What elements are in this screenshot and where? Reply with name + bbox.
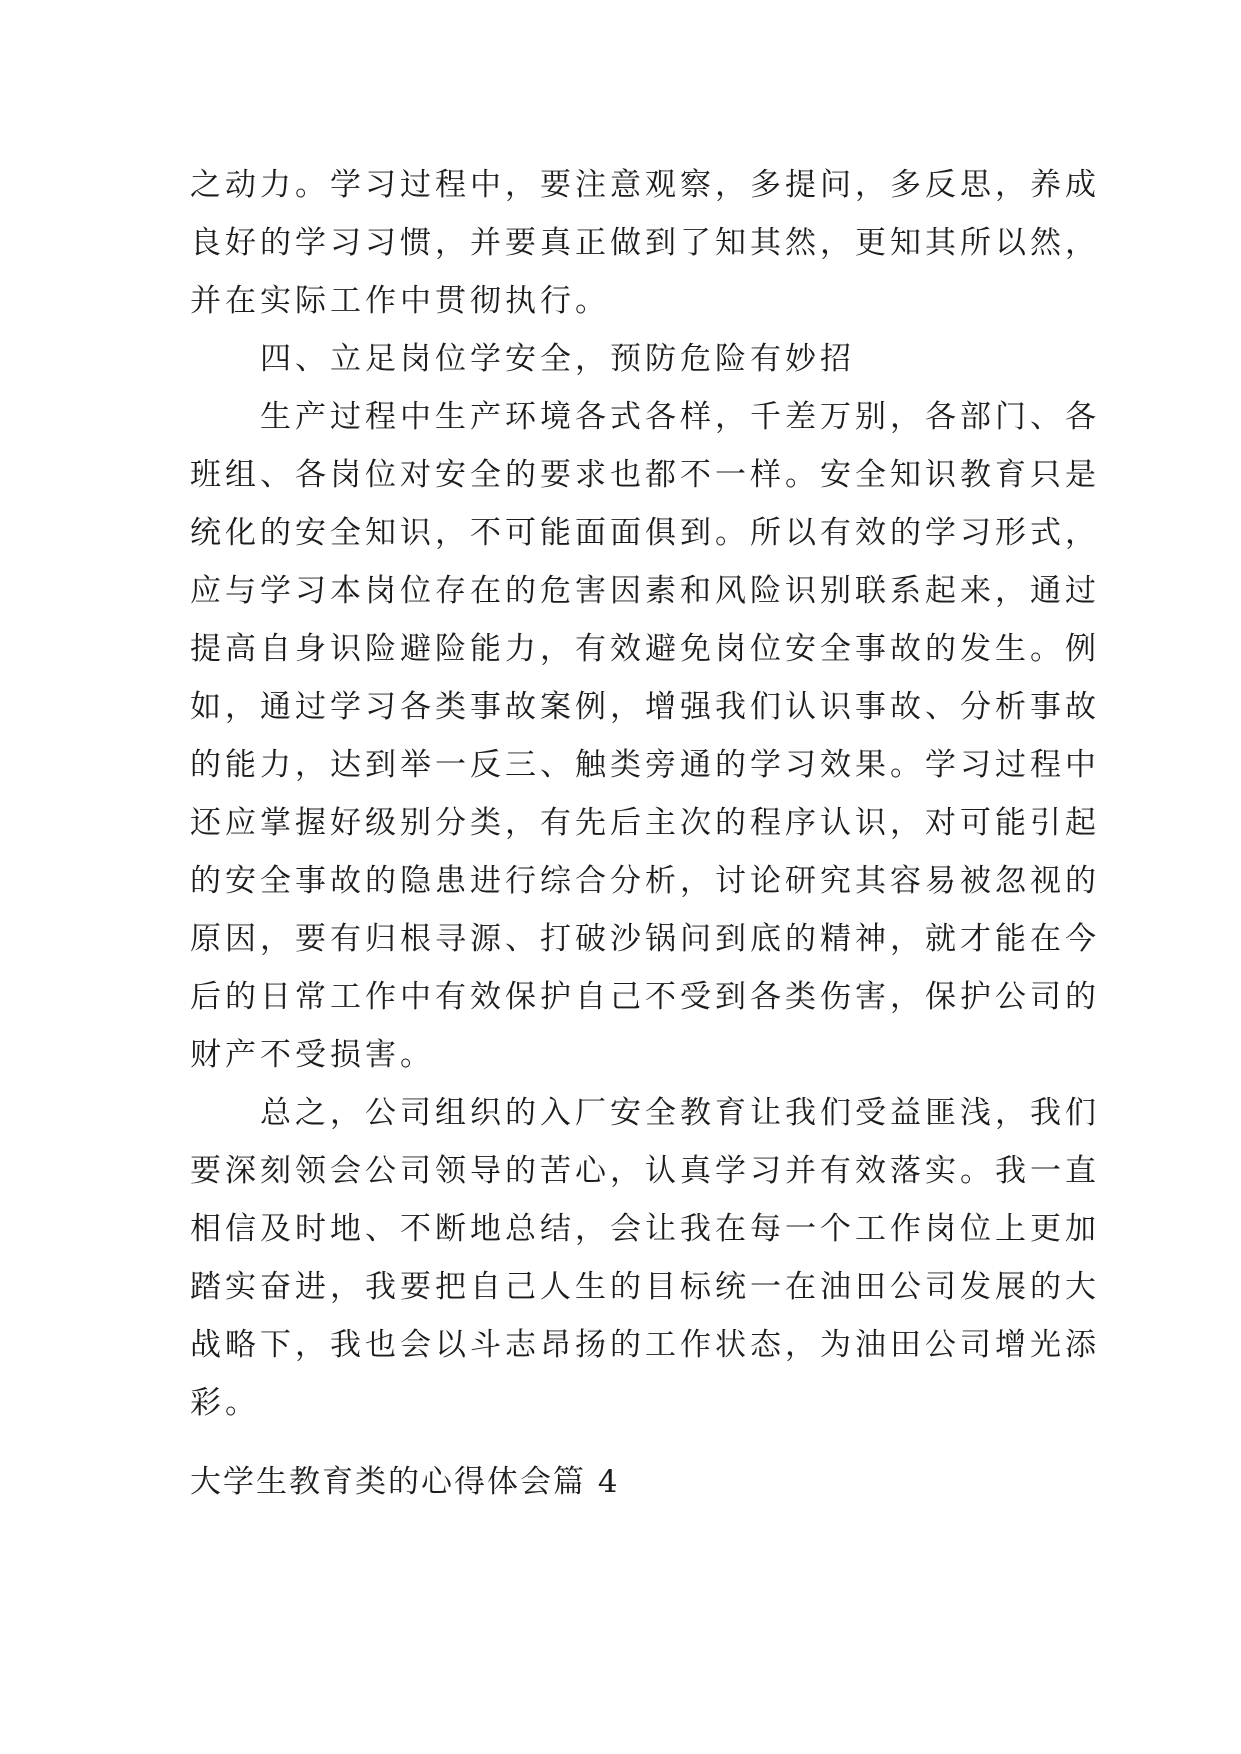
text-line: 统化的安全知识，不可能面面俱到。所以有效的学习形式， — [190, 515, 1100, 551]
document-body — [190, 156, 1100, 1432]
text-line: 的安全事故的隐患进行综合分析，讨论研究其容易被忽视的 — [190, 863, 1100, 899]
text-line: 生产过程中生产环境各式各样，千差万别，各部门、各 — [190, 399, 1100, 435]
text-line: 踏实奋进，我要把自己人生的目标统一在油田公司发展的大 — [190, 1269, 1100, 1305]
text-line: 之动力。学习过程中，要注意观察，多提问，多反思，养成 — [190, 167, 1100, 203]
text-line: 应与学习本岗位存在的危害因素和风险识别联系起来，通过 — [190, 573, 1100, 609]
paragraph-continuation — [190, 156, 1100, 330]
text-line: 还应掌握好级别分类，有先后主次的程序认识，对可能引起 — [190, 805, 1100, 841]
text-line: 原因，要有归根寻源、打破沙锅问到底的精神，就才能在今 — [190, 921, 1100, 957]
next-section-title: 大学生教育类的心得体会篇 4 — [190, 1464, 620, 1500]
text-line: 后的日常工作中有效保护自己不受到各类伤害，保护公司的 — [190, 979, 1100, 1015]
text-line: 班组、各岗位对安全的要求也都不一样。安全知识教育只是 — [190, 457, 1100, 493]
text-line: 彩。 — [190, 1385, 260, 1421]
paragraph-safety — [190, 388, 1100, 1084]
text-line: 战略下，我也会以斗志昂扬的工作状态，为油田公司增光添 — [190, 1327, 1100, 1363]
text-line: 财产不受损害。 — [190, 1037, 435, 1073]
text-line: 并在实际工作中贯彻执行。 — [190, 283, 610, 319]
text-line: 总之，公司组织的入厂安全教育让我们受益匪浅，我们 — [190, 1095, 1100, 1131]
paragraph-conclusion — [190, 1084, 1100, 1432]
text-line: 的能力，达到举一反三、触类旁通的学习效果。学习过程中 — [190, 747, 1100, 783]
section-heading: 四、立足岗位学安全，预防危险有妙招 — [190, 341, 855, 377]
text-line: 相信及时地、不断地总结，会让我在每一个工作岗位上更加 — [190, 1211, 1100, 1247]
text-line: 提高自身识险避险能力，有效避免岗位安全事故的发生。例 — [190, 631, 1100, 667]
text-line: 要深刻领会公司领导的苦心，认真学习并有效落实。我一直 — [190, 1153, 1100, 1189]
text-line: 良好的学习习惯，并要真正做到了知其然，更知其所以然， — [190, 225, 1100, 261]
text-line: 如，通过学习各类事故案例，增强我们认识事故、分析事故 — [190, 689, 1100, 725]
